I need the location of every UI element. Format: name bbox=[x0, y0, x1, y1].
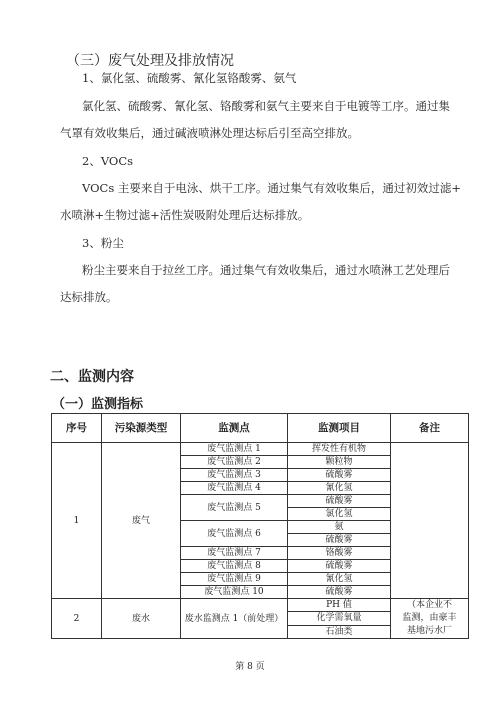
cell-item: 氰化氢 bbox=[288, 573, 391, 586]
item3-title: 3、粉尘 bbox=[82, 236, 124, 250]
cell-item: 氰化氢 bbox=[288, 482, 391, 495]
table-row bbox=[52, 443, 469, 456]
cell-seq: 1 bbox=[52, 443, 102, 599]
item2-title: 2、VOCs bbox=[82, 154, 134, 168]
cell-remark bbox=[391, 599, 469, 639]
cell-source-type: 废气 bbox=[102, 443, 181, 599]
cell-point: 废气监测点 8 bbox=[181, 560, 288, 573]
cell-point: 废气监测点 6 bbox=[181, 521, 288, 547]
page-number: 第 8 页 bbox=[235, 662, 265, 672]
cell-source-type: 废水 bbox=[102, 599, 181, 639]
remark-line: 监测，由豪丰 bbox=[402, 613, 457, 623]
cell-item: 硫酸雾 bbox=[288, 586, 391, 599]
cell-point: 废气监测点 1 bbox=[181, 443, 288, 456]
section-title-waste-gas: （三）废气处理及排放情况 bbox=[66, 53, 234, 69]
header-monitoring-item: 监测项目 bbox=[288, 414, 391, 443]
remark-line: （本企业不 bbox=[406, 600, 452, 610]
cell-point: 废气监测点 2 bbox=[181, 456, 288, 469]
header-remark: 备注 bbox=[391, 414, 469, 443]
remark-line: 基地污水厂 bbox=[406, 626, 452, 636]
monitoring-table bbox=[51, 413, 469, 639]
cell-point: 废气监测点 5 bbox=[181, 495, 288, 521]
heading-monitoring-indicators: （一）监测指标 bbox=[52, 397, 144, 412]
header-source-type: 污染源类型 bbox=[102, 414, 181, 443]
item1-paragraph-line1: 氯化氢、硫酸雾、氰化氢、铬酸雾和氨气主要来自于电镀等工序。通过集 bbox=[82, 99, 450, 113]
table-row bbox=[52, 599, 469, 612]
cell-point: 废气监测点 3 bbox=[181, 469, 288, 482]
cell-item: 挥发性有机物 bbox=[288, 443, 391, 456]
cell-item: 硫酸雾 bbox=[288, 560, 391, 573]
item3-paragraph-line2: 达标排放。 bbox=[60, 290, 118, 304]
cell-item: 硫酸雾 bbox=[288, 534, 391, 547]
cell-item: 硫酸雾 bbox=[288, 469, 391, 482]
cell-point: 废气监测点 4 bbox=[181, 482, 288, 495]
cell-item: 氨 bbox=[288, 521, 391, 534]
cell-point: 废气监测点 10 bbox=[181, 586, 288, 599]
cell-item: 石油类 bbox=[288, 625, 391, 638]
cell-item: PH 值 bbox=[288, 599, 391, 612]
cell-item: 铬酸雾 bbox=[288, 547, 391, 560]
heading-monitoring-content: 二、监测内容 bbox=[50, 369, 134, 385]
item1-paragraph-line2: 气罩有效收集后，通过碱液喷淋处理达标后引至高空排放。 bbox=[60, 126, 359, 140]
cell-point: 废气监测点 7 bbox=[181, 547, 288, 560]
cell-item: 颗粒物 bbox=[288, 456, 391, 469]
header-seq: 序号 bbox=[52, 414, 102, 443]
item2-paragraph-line2: 水喷淋+生物过滤+活性炭吸附处理后达标排放。 bbox=[60, 208, 310, 222]
cell-point: 废水监测点 1（前处理） bbox=[181, 599, 288, 639]
cell-seq: 2 bbox=[52, 599, 102, 639]
header-monitoring-point: 监测点 bbox=[181, 414, 288, 443]
cell-item: 硫酸雾 bbox=[288, 495, 391, 508]
item3-paragraph-line1: 粉尘主要来自于拉丝工序。通过集气有效收集后，通过水喷淋工艺处理后 bbox=[82, 263, 450, 277]
table-header-row bbox=[52, 414, 469, 443]
cell-point: 废气监测点 9 bbox=[181, 573, 288, 586]
cell-remark bbox=[391, 443, 469, 599]
cell-item: 化学需氧量 bbox=[288, 612, 391, 625]
cell-item: 氯化氢 bbox=[288, 508, 391, 521]
item2-paragraph-line1: VOCs 主要来自于电泳、烘干工序。通过集气有效收集后，通过初效过滤+ bbox=[82, 181, 462, 195]
item1-title: 1、氯化氢、硫酸雾、氰化氢铬酸雾、氨气 bbox=[82, 71, 297, 85]
